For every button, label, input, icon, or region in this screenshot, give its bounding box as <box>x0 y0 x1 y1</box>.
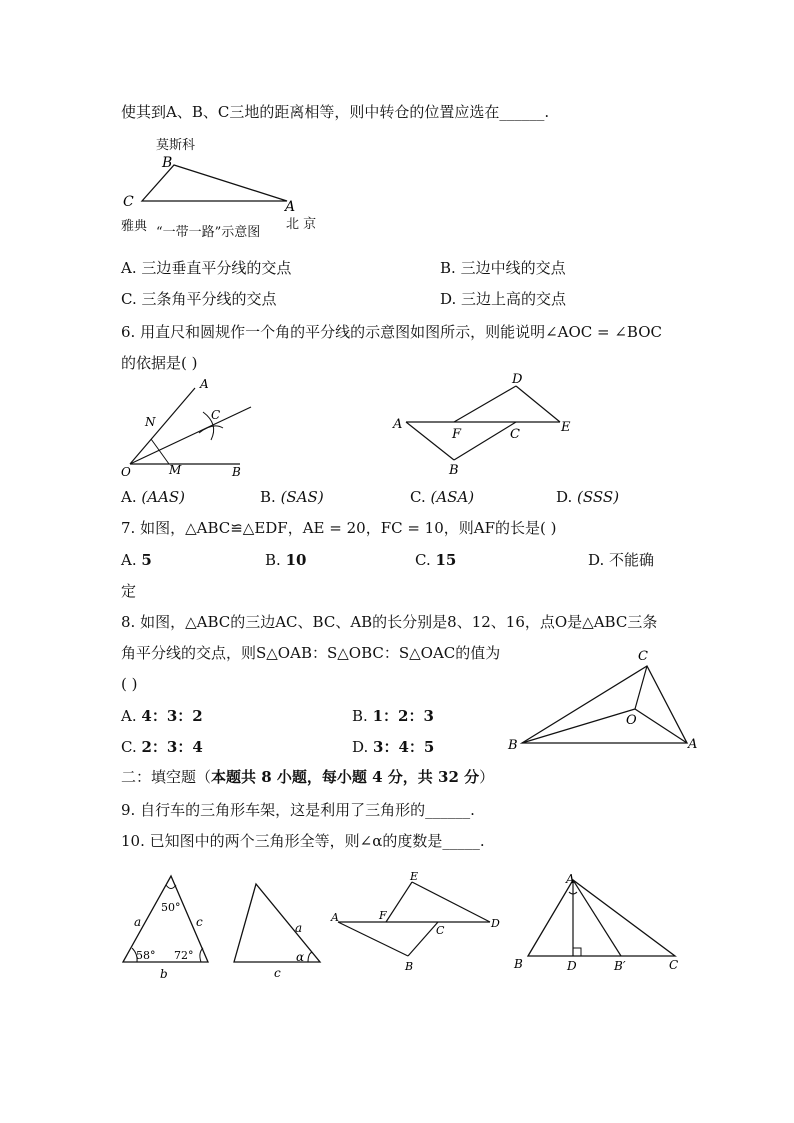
q10-fig4-bprime: B′ <box>614 959 626 973</box>
q7-option-d[interactable] <box>588 550 654 570</box>
q5-vertex-b: B <box>162 155 173 171</box>
option-text: 2：3：4 <box>141 738 203 756</box>
section-heading-prefix: 二：填空题（ <box>121 768 212 786</box>
option-text: 三条角平分线的交点 <box>141 290 277 308</box>
option-label: A. <box>121 707 137 725</box>
q5-blank[interactable]: ______ <box>499 103 545 121</box>
option-label: B. <box>260 488 276 506</box>
section-heading-bold: 本题共 8 小题，每小题 4 分，共 32 分 <box>211 768 480 786</box>
q10-tri2-alpha: α <box>296 950 305 964</box>
q5-stem-line <box>121 102 549 122</box>
q5-option-a[interactable] <box>121 258 291 278</box>
q10-fig3-e: E <box>410 870 419 883</box>
option-label: C. <box>121 290 137 308</box>
q10-figure-triangle-2 <box>228 870 328 980</box>
q7-option-c[interactable] <box>415 550 456 570</box>
q8-option-d[interactable] <box>352 737 434 757</box>
q10-fig3-d: D <box>491 917 500 930</box>
q9-period: . <box>470 801 475 819</box>
q7-option-d-wrap: 定 <box>121 582 137 600</box>
q5-figure-triangle <box>115 155 325 215</box>
q10-fig4-c: C <box>669 958 679 972</box>
q6-fig1-b: B <box>232 465 241 479</box>
q7-stem: 7. 如图，△ABC≌△EDF，AE = 20，FC = 10，则AF的长是( ) <box>121 519 557 537</box>
q6-option-a[interactable] <box>121 487 185 507</box>
q5-label-athens: 雅典 <box>121 219 148 234</box>
option-text: (AAS) <box>141 488 186 506</box>
option-label: A. <box>121 488 137 506</box>
q10-fig4-a: A <box>566 872 575 886</box>
q8-stem-line3: ( ) <box>121 675 138 693</box>
q5-vertex-c: C <box>123 194 134 210</box>
q6-option-b[interactable] <box>260 487 324 507</box>
option-text: 10 <box>285 551 307 569</box>
q9-line <box>121 800 475 820</box>
option-label: D. <box>556 488 573 506</box>
q10-tri1-side-c: c <box>196 915 203 929</box>
q5-vertex-a: A <box>285 199 296 215</box>
q8-option-c[interactable] <box>121 737 203 757</box>
q10-tri1-side-b: b <box>160 967 168 981</box>
q8-stem-line2: 角平分线的交点，则S△OAB：S△OBC：S△OAC的值为 <box>121 644 501 662</box>
q10-blank[interactable]: _____ <box>442 832 480 850</box>
q8-vertex-c: C <box>638 649 648 664</box>
q7-option-a[interactable] <box>121 550 152 570</box>
q6-fig1-n: N <box>145 415 156 429</box>
q5-period: . <box>544 103 550 121</box>
q10-figure-q7 <box>328 866 508 976</box>
q6-fig2-d: D <box>512 372 523 387</box>
q5-option-d[interactable] <box>440 289 566 309</box>
q8-vertex-a: A <box>688 737 698 752</box>
q5-option-b[interactable] <box>440 258 566 278</box>
option-text: 4：3：2 <box>141 707 203 725</box>
option-label: D. <box>588 551 605 569</box>
option-text: (SAS) <box>280 488 324 506</box>
q8-option-b[interactable] <box>352 706 434 726</box>
q10-line <box>121 831 485 851</box>
q9-stem: 9. 自行车的三角形车架，这是利用了三角形的 <box>121 801 426 819</box>
option-label: D. <box>352 738 369 756</box>
q10-fig4-d: D <box>567 959 577 973</box>
q8-vertex-b: B <box>508 738 518 753</box>
q10-fig3-a: A <box>331 911 339 924</box>
section-heading-suffix: ） <box>479 768 495 786</box>
q6-stem-line1: 6. 用直尺和圆规作一个角的平分线的示意图如图所示，则能说明∠AOC = ∠BOC <box>121 323 663 341</box>
option-label: D. <box>440 290 457 308</box>
q5-option-c[interactable] <box>121 289 277 309</box>
option-text: 15 <box>435 551 457 569</box>
q10-tri2-side-c: c <box>274 966 281 980</box>
option-text: 三边垂直平分线的交点 <box>141 259 292 277</box>
option-label: C. <box>410 488 426 506</box>
option-label: B. <box>265 551 281 569</box>
q10-stem: 10. 已知图中的两个三角形全等，则∠α的度数是 <box>121 832 443 850</box>
q6-stem-line2: 的依据是( ) <box>121 354 198 372</box>
section-heading <box>121 767 494 787</box>
q6-figure-congruent <box>390 370 580 480</box>
q5-stem: 使其到A、B、C三地的距离相等，则中转仓的位置应选在 <box>121 103 500 121</box>
option-label: A. <box>121 259 137 277</box>
q6-option-c[interactable] <box>410 487 474 507</box>
option-label: C. <box>121 738 137 756</box>
option-label: B. <box>352 707 368 725</box>
option-text: 3：4：5 <box>373 738 435 756</box>
option-label: C. <box>415 551 431 569</box>
q7-option-b[interactable] <box>265 550 306 570</box>
q8-stem-line1: 8. 如图，△ABC的三边AC、BC、AB的长分别是8、12、16，点O是△ABC三条 <box>121 613 658 631</box>
option-text: 三边上高的交点 <box>461 290 567 308</box>
q10-tri1-side-a: a <box>134 915 142 929</box>
q10-tri2-side-a: a <box>295 921 303 935</box>
q8-figure-triangle <box>505 645 715 755</box>
q6-fig2-a: A <box>393 417 403 432</box>
q9-blank[interactable]: ______ <box>425 801 471 819</box>
q6-fig1-a: A <box>200 377 209 391</box>
q5-label-moscow: 莫斯科 <box>156 138 196 153</box>
option-text: 5 <box>141 551 152 569</box>
q10-tri1-angle-right: 72° <box>174 949 194 962</box>
q5-caption: “一带一路”示意图 <box>156 225 261 240</box>
q6-fig2-b: B <box>449 463 459 478</box>
q5-label-beijing: 北 京 <box>286 217 317 232</box>
option-text: 三边中线的交点 <box>460 259 566 277</box>
q6-option-d[interactable] <box>556 487 619 507</box>
q6-fig1-o: O <box>121 465 131 479</box>
option-label: A. <box>121 551 137 569</box>
option-text: 不能确 <box>609 551 655 569</box>
q8-option-a[interactable] <box>121 706 203 726</box>
q6-fig1-m: M <box>169 463 182 477</box>
q6-fig2-e: E <box>561 420 571 435</box>
q6-fig2-f: F <box>452 427 462 442</box>
q6-figure-bisector <box>115 378 275 478</box>
option-text: (SSS) <box>577 488 620 506</box>
q10-period: . <box>479 832 485 850</box>
q6-fig2-c: C <box>510 427 520 442</box>
q10-tri1-angle-left: 58° <box>136 949 156 962</box>
q10-fig3-f: F <box>379 909 387 922</box>
option-text: 1：2：3 <box>372 707 434 725</box>
option-label: B. <box>440 259 456 277</box>
q10-tri1-angle-top: 50° <box>161 901 181 914</box>
q10-figure-altitude <box>510 870 690 980</box>
q10-fig4-b: B <box>514 957 523 971</box>
q6-fig1-c: C <box>211 408 221 422</box>
q8-vertex-o: O <box>626 713 637 728</box>
q10-figure-triangle-1 <box>118 870 218 980</box>
option-text: (ASA) <box>430 488 475 506</box>
q10-fig3-b: B <box>405 960 414 973</box>
q10-fig3-c: C <box>436 924 445 937</box>
